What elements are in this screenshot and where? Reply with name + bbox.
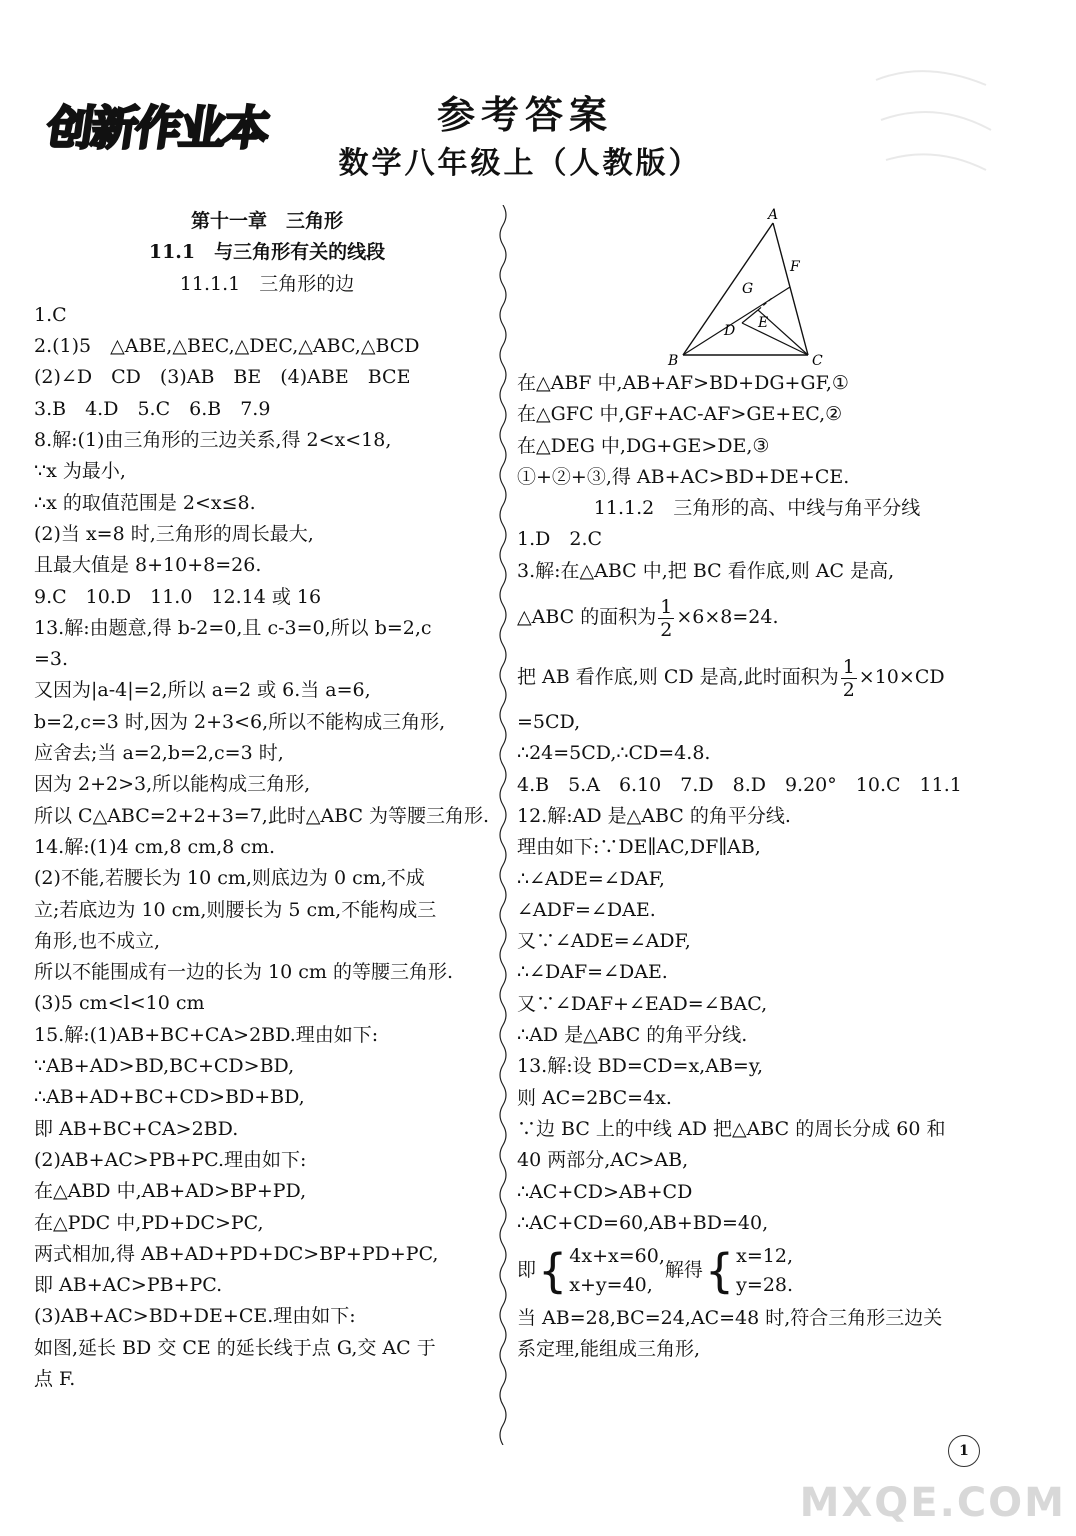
left-line: 且最大值是 8+10+8=26. xyxy=(34,554,262,577)
right_a-line: 在△GFC 中,GF+AC-AF>GE+EC,② xyxy=(517,403,843,426)
brace-icon: { xyxy=(704,1244,735,1299)
left-line: =3. xyxy=(34,648,69,671)
fraction-numerator: 1 xyxy=(660,595,673,618)
left-line: ∴x 的取值范围是 2<x≤8. xyxy=(34,491,256,514)
fraction-denominator: 2 xyxy=(842,678,855,701)
left-line: 1.C xyxy=(34,303,67,326)
left-line: (3)5 cm<l<10 cm xyxy=(34,992,205,1015)
right_b-line: 12.解:AD 是△ABC 的角平分线. xyxy=(517,804,791,827)
equation-system-line xyxy=(517,1239,997,1303)
left-line: 3.B 4.D 5.C 6.B 7.9 xyxy=(34,397,271,420)
left-line: 11.1.1 三角形的边 xyxy=(179,272,355,295)
right_b-line: =5CD, xyxy=(517,711,581,734)
book-logo: 创新作业本 xyxy=(43,101,272,155)
right_b-line: ∴∠DAF=∠DAE. xyxy=(517,961,668,984)
left-line: 角形,也不成立, xyxy=(34,929,161,952)
right_a-line: 11.1.2 三角形的高、中线与角平分线 xyxy=(593,497,921,520)
solution-2: y=28. xyxy=(736,1274,794,1297)
left-line: (2)∠D CD (3)AB BE (4)ABE BCE xyxy=(34,366,411,389)
left-line: 15.解:(1)AB+BC+CA>2BD.理由如下: xyxy=(34,1023,379,1046)
left-line: 所以 C△ABC=2+2+3=7,此时△ABC 为等腰三角形. xyxy=(34,804,490,827)
fraction-denominator: 2 xyxy=(660,618,673,641)
left-line: ∴AB+AD+BC+CD>BD+BD, xyxy=(34,1086,305,1109)
equation-system xyxy=(536,1242,665,1300)
fraction-half xyxy=(841,656,857,701)
right_c-line: 系定理,能组成三角形, xyxy=(517,1338,701,1361)
right_b-line: 则 AC=2BC=4x. xyxy=(517,1086,672,1109)
area-line-1 xyxy=(517,587,997,647)
left-line: ∵x 为最小, xyxy=(34,460,126,483)
right_b-line: ∴24=5CD,∴CD=4.8. xyxy=(517,742,711,765)
left-line: 2.(1)5 △ABE,△BEC,△DEC,△ABC,△BCD xyxy=(34,335,420,358)
system-prefix: 即 xyxy=(517,1259,537,1282)
left-line: 即 AB+BC+CA>2BD. xyxy=(34,1117,239,1140)
left-line: (2)AB+AC>PB+PC.理由如下: xyxy=(34,1148,307,1171)
right-column xyxy=(517,368,997,1366)
left-line: 在△ABD 中,AB+AD>BP+PD, xyxy=(34,1180,307,1203)
corner-decoration xyxy=(866,60,996,180)
right_b-line: ∠ADF=∠DAE. xyxy=(517,898,656,921)
left-column xyxy=(34,206,500,1395)
left-line: 8.解:(1)由三角形的三边关系,得 2<x<18, xyxy=(34,429,392,452)
right_b-line: 理由如下:∵DE∥AC,DF∥AB, xyxy=(517,836,761,859)
area-line-2 xyxy=(517,647,997,707)
system-eq-2: x+y=40, xyxy=(569,1274,653,1297)
label-b: B xyxy=(668,353,679,369)
left-line: 在△PDC 中,PD+DC>PC, xyxy=(34,1211,264,1234)
right_b-line: 4.B 5.A 6.10 7.D 8.D 9.20° 10.C 11.1 xyxy=(517,773,962,796)
area-line-2-pre: 把 AB 看作底,则 CD 是高,此时面积为 xyxy=(517,666,839,689)
right_b-line: ∴∠ADE=∠DAF, xyxy=(517,867,665,890)
right_b-line: 又∵∠DAF+∠EAD=∠BAC, xyxy=(517,992,768,1015)
system-eq-1: 4x+x=60, xyxy=(569,1245,665,1268)
right_b-line: 40 两部分,AC>AB, xyxy=(517,1149,689,1172)
right_a-line: 在△ABF 中,AB+AF>BD+DG+GF,① xyxy=(517,372,849,394)
area-line-2-post: ×10×CD xyxy=(858,666,945,689)
area-line-1-post: ×6×8=24. xyxy=(676,606,779,629)
left-line: 11.1 与三角形有关的线段 xyxy=(148,241,386,264)
left-line: 13.解:由题意,得 b-2=0,且 c-3=0,所以 b=2,c xyxy=(34,616,432,639)
right_a-line: ①+②+③,得 AB+AC>BD+DE+CE. xyxy=(517,465,850,488)
label-e: E xyxy=(758,315,769,331)
left-line: (2)不能,若腰长为 10 cm,则底边为 0 cm,不成 xyxy=(34,867,425,890)
label-c: C xyxy=(812,353,823,369)
left-line: b=2,c=3 时,因为 2+3<6,所以不能构成三角形, xyxy=(34,710,446,733)
label-a: A xyxy=(768,207,779,223)
left-line: 9.C 10.D 11.0 12.14 或 16 xyxy=(34,585,322,608)
right_b-line: ∴AD 是△ABC 的角平分线. xyxy=(517,1024,748,1047)
left-line: 因为 2+2>3,所以能构成三角形, xyxy=(34,773,311,796)
page-title: 参考答案 xyxy=(436,92,613,137)
left-line: 所以不能围成有一边的长为 10 cm 的等腰三角形. xyxy=(34,961,453,984)
system-solve-label: 解得 xyxy=(664,1259,703,1282)
fraction-half xyxy=(658,596,674,641)
right_c-line: 当 AB=28,BC=24,AC=48 时,符合三角形三边关 xyxy=(517,1307,943,1330)
left-line: 点 F. xyxy=(34,1367,76,1390)
right_b-line: 13.解:设 BD=CD=x,AB=y, xyxy=(517,1055,764,1078)
right_b-line: 又∵∠ADE=∠ADF, xyxy=(517,930,691,953)
left-line: 应舍去;当 a=2,b=2,c=3 时, xyxy=(34,742,284,765)
left-line: 即 AB+AC>PB+PC. xyxy=(34,1274,223,1297)
right_a-line: 1.D 2.C xyxy=(517,528,603,551)
right_a-line: 3.解:在△ABC 中,把 BC 看作底,则 AC 是高, xyxy=(517,559,895,582)
fraction-numerator: 1 xyxy=(842,655,855,678)
left-line: (3)AB+AC>BD+DE+CE.理由如下: xyxy=(34,1305,356,1328)
left-line: 又因为|a-4|=2,所以 a=2 或 6.当 a=6, xyxy=(34,679,371,702)
right_b-line: ∴AC+CD>AB+CD xyxy=(517,1180,693,1203)
left-line: ∵AB+AD>BD,BC+CD>BD, xyxy=(34,1055,295,1078)
right_a-line: 在△DEG 中,DG+GE>DE,③ xyxy=(517,434,770,457)
label-g: G xyxy=(742,281,754,297)
page-number: 1 xyxy=(948,1435,980,1467)
solution-system xyxy=(703,1242,793,1300)
area-line-1-pre: △ABC 的面积为 xyxy=(517,606,657,629)
triangle-diagram xyxy=(660,205,830,375)
page-subtitle: 数学八年级上（人教版） xyxy=(338,146,702,181)
left-line: 14.解:(1)4 cm,8 cm,8 cm. xyxy=(34,835,276,858)
solution-1: x=12, xyxy=(736,1245,794,1268)
left-line: 立;若底边为 10 cm,则腰长为 5 cm,不能构成三 xyxy=(34,898,437,921)
label-d: D xyxy=(724,323,736,339)
watermark: MXQE.COM xyxy=(799,1480,1066,1526)
left-line: 两式相加,得 AB+AD+PD+DC>BP+PD+PC, xyxy=(34,1242,439,1265)
left-line: 第十一章 三角形 xyxy=(190,210,343,232)
left-line: 如图,延长 BD 交 CE 的延长线于点 G,交 AC 于 xyxy=(34,1336,436,1359)
label-f: F xyxy=(790,259,800,275)
left-line: (2)当 x=8 时,三角形的周长最大, xyxy=(34,522,314,545)
right_b-line: ∴AC+CD=60,AB+BD=40, xyxy=(517,1211,769,1234)
brace-icon: { xyxy=(538,1244,568,1299)
right_b-line: ∵边 BC 上的中线 AD 把△ABC 的周长分成 60 和 xyxy=(517,1117,946,1140)
